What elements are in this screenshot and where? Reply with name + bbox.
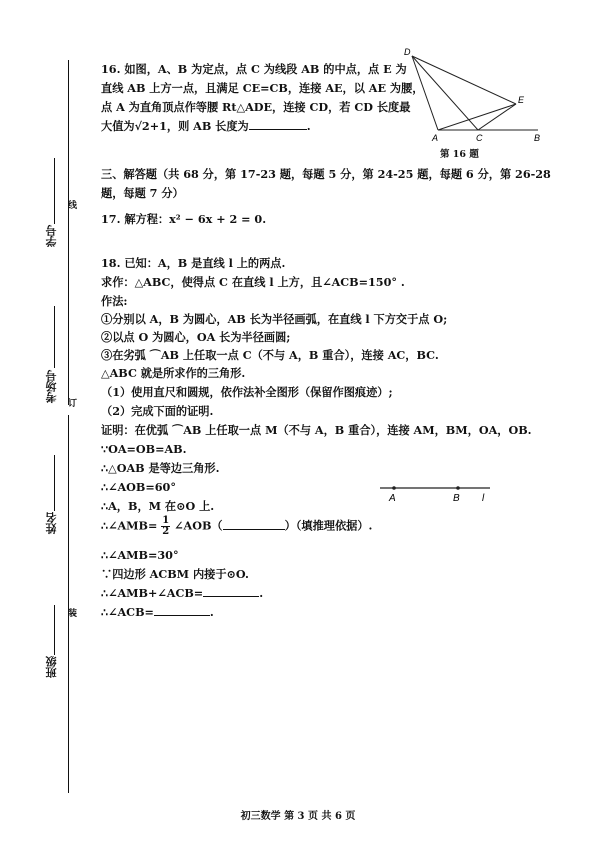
frac-numerator: 1: [162, 515, 170, 526]
fig16-label-E: E: [518, 95, 525, 105]
q18-proof-4: ∴∠AOB=60°: [101, 480, 176, 494]
q18-proof-9: ∴∠AMB+∠ACB= .: [101, 586, 264, 600]
q16-line3: 点 A 为直角顶点作等腰 Rt△ADE，连接 CD，若 CD 长度最: [101, 100, 411, 114]
q17-text: 17. 解方程：x² − 6x + 2 = 0.: [101, 212, 267, 226]
q18-step3: ③在劣弧 ⌒AB 上任取一点 C（不与 A，B 重合），连接 AC，BC.: [101, 348, 439, 362]
fig16-seg-DA: [412, 56, 438, 130]
fig18-point-B: [456, 486, 460, 490]
fig18-label-A: A: [389, 493, 396, 504]
q18-part1: （1）使用直尺和圆规，依作法补全图形（保留作图痕迹）;: [101, 385, 393, 399]
fraction-one-half: [161, 516, 170, 537]
figure-18: [376, 478, 496, 508]
q16-line1: 16. 如图，A、B 为定点，点 C 为线段 AB 的中点，点 E 为: [101, 62, 407, 76]
q18-proof-5: ∴A，B，M 在⊙O 上.: [101, 499, 215, 513]
q16-line4: 大值为√2+1，则 AB 长度为 .: [101, 119, 311, 133]
q16-answer-blank[interactable]: [249, 129, 307, 130]
q16-line4-b: ，则 AB 长度为: [166, 119, 249, 133]
label-kaochang: 考场号: [45, 370, 58, 403]
fig16-label-B: B: [534, 133, 541, 143]
figure-16: [398, 46, 548, 156]
q18-step1: ①分别以 A，B 为圆心，AB 长为半径画弧，在直线 l 下方交于点 O;: [101, 312, 448, 326]
q18-proof-1: 证明：在优弧 ⌒AB 上任取一点 M（不与 A，B 重合），连接 AM，BM，OA，OB.: [101, 423, 532, 437]
fig16-label-C: C: [476, 133, 483, 143]
label-xuehao: 学号: [45, 225, 58, 247]
q18-proof-10: ∴∠ACB= .: [101, 605, 214, 619]
fig18-label-l: l: [482, 493, 485, 504]
q18-given: 18. 已知：A，B 是直线 l 上的两点.: [101, 256, 286, 270]
line-banji: [54, 605, 55, 655]
q18-proof-6c: ）（填推理依据）.: [284, 518, 373, 533]
q16-line2: 直线 AB 上方一点，且满足 CE=CB，连接 AE，以 AE 为腰，: [101, 81, 424, 95]
binding-line-top: [68, 60, 69, 405]
figure-16-caption: 第 16 题: [440, 149, 479, 160]
q18-proof-7: ∴∠AMB=30°: [101, 548, 179, 562]
binding-line-bottom: [68, 415, 69, 793]
q18-proof-9-text: ∴∠AMB+∠ACB=: [101, 586, 204, 600]
q18-proof-8: ∵四边形 ACBM 内接于⊙O.: [101, 567, 249, 581]
q18-proof-10-text: ∴∠ACB=: [101, 605, 154, 619]
fig18-label-B: B: [453, 493, 460, 504]
q18-step2: ②以点 O 为圆心，OA 长为半径画圆;: [101, 330, 291, 344]
fig16-label-D: D: [404, 47, 411, 57]
frac-denominator: 2: [162, 526, 170, 537]
q18-conclusion: △ABC 就是所求作的三角形.: [101, 366, 246, 380]
label-banji: 班级: [45, 656, 58, 678]
q18-proof-6: [101, 516, 372, 537]
fig16-seg-AE: [438, 104, 516, 130]
line-kaochang: [54, 306, 55, 368]
fig16-seg-CE: [478, 104, 516, 130]
q18-part2: （2）完成下面的证明.: [101, 404, 214, 418]
q18-reason-blank[interactable]: [223, 529, 285, 530]
section3-line2: 题，每题 7 分）: [101, 186, 184, 200]
fig18-point-A: [392, 486, 396, 490]
q18-proof-6a: ∴∠AMB=: [101, 518, 158, 533]
q18-method: 作法:: [101, 294, 128, 308]
q16-sqrt-expr: √2+1: [134, 119, 167, 133]
q18-proof-3: ∴△OAB 是等边三角形.: [101, 461, 220, 475]
line-xingming: [54, 455, 55, 511]
q18-proof-6b: ∠AOB（: [174, 518, 223, 533]
fig16-seg-DE: [412, 56, 516, 104]
q18-proof-2: ∵OA=OB=AB.: [101, 442, 187, 456]
label-xingming: 姓名: [45, 512, 58, 534]
line-xuehao: [54, 158, 55, 224]
q18-angle-blank[interactable]: [154, 615, 210, 616]
page-footer: 初三数学 第 3 页 共 6 页: [240, 811, 356, 822]
mark-zhuang: 装: [66, 608, 76, 617]
q18-sum-blank[interactable]: [203, 596, 259, 597]
fig16-seg-DC: [412, 56, 478, 130]
mark-xian: 线: [66, 200, 76, 209]
q18-construct: 求作：△ABC，使得点 C 在直线 l 上方，且∠ACB=150° .: [101, 275, 405, 289]
q16-line4-a: 大值为: [101, 119, 135, 133]
section3-line1: 三、解答题（共 68 分，第 17-23 题，每题 5 分，第 24-25 题，每题 6 分，第 26-28: [101, 167, 551, 181]
fig16-label-A: A: [432, 133, 439, 143]
mark-ding: 订: [66, 398, 76, 407]
